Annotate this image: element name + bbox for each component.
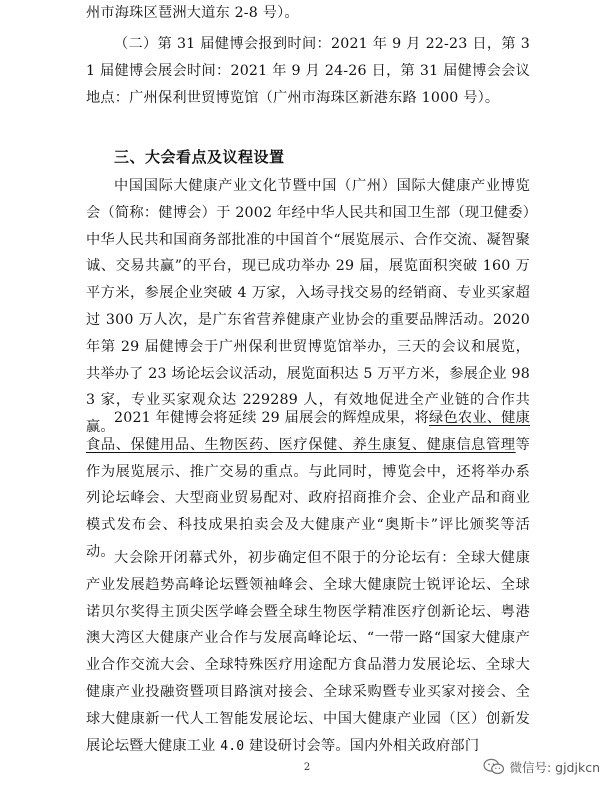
forums-text-after: 建设研讨会等。国内外相关政府部门 xyxy=(244,737,480,754)
section-heading-text: 三、大会看点及议程设置 xyxy=(114,148,285,166)
registration-time-text: （二）第 31 届健博会报到时间：2021 年 9 月 22-23 日，第 31 届健博会展会时间：2021 年 9 月 24-26 日，第 31 届健博会会议地点：广州保利世贸博览馆（广州市海珠区新港东路 1000 号）。 xyxy=(86,36,530,106)
forums-version-text: 4.0 xyxy=(220,738,245,754)
forums-text-before: 大会除开闭幕式外，初步确定但不限于的分论坛有：全球大健康产业发展趋势高峰论坛暨领袖峰会、全球大健康院士锐评论坛、全球诺贝尔奖得主顶尖医学峰会暨全球生物医学精准医疗创新论坛、粤港澳大湾区大健康产业合作与发展高峰论坛、“一带一路“国家大健康产业合作交流大会、全球特殊医疗用途配方食品潜力发展论坛、全球大健康产业投融资暨项目路演对接会、全球采购暨专业买家对接会、全球大健康新一代人工智能发展论坛、中国大健康产业园（区）创新发展论坛暨大健康工业 xyxy=(86,550,530,754)
focus-text-before: 2021 年健博会将延续 29 届展会的辉煌成果，将 xyxy=(114,410,430,426)
address-end-text: 州市海珠区琶洲大道东 2-8 号）。 xyxy=(86,5,299,21)
paragraph-registration-time xyxy=(86,31,530,111)
watermark-text: 微信号: gjdjkcn xyxy=(509,760,600,775)
focus-underlined-text: 绿色农业、健康食品、保健用品、生物医药、医疗保健、养生康复、健康信息管理 xyxy=(86,410,531,453)
focus-text-after: 等作为展览展示、推广交易的重点。与此同时，博览会中，还将举办系列论坛峰会、大型商业贸易配对、政府招商推介会、企业产品和商业模式发布会、科技成果拍卖会及大健康产业“奥斯卡”评比颁奖等活动。 xyxy=(86,436,530,560)
expo-intro-text: 中国国际大健康产业文化节暨中国（广州）国际大健康产业博览会（简称：健博会）于 2002 年经中华人民共和国卫生部（现卫健委）中华人民共和国商务部批准的中国首个“展览展示、合作交流、凝智聚诚、交易共赢”的平台，现已成功举办 29 届，展览面积突破 160 万平方米，参展企业突破 4 万家，入场寻找交易的经销商、专业买家超过 300 万人次，是广东省营养健康产业协会的重要品牌活动。2020 年第 29 届健博会于广州保利世贸博览馆举办，三天的会议和展览，共举办了 23 场论坛会议活动，展览面积达 5 万平方米，参展企业 983 家，专业买家观众达 229289 人，有效地促进全产业链的合作共赢。 xyxy=(86,178,530,436)
paragraph-2021-focus xyxy=(86,405,530,566)
paragraph-forums xyxy=(86,545,530,760)
wechat-watermark xyxy=(483,758,600,776)
page-number: 2 xyxy=(303,762,311,773)
wechat-icon xyxy=(483,758,505,776)
paragraph-expo-intro xyxy=(86,173,530,441)
paragraph-address-end xyxy=(86,0,530,27)
section-heading-3 xyxy=(86,144,530,171)
